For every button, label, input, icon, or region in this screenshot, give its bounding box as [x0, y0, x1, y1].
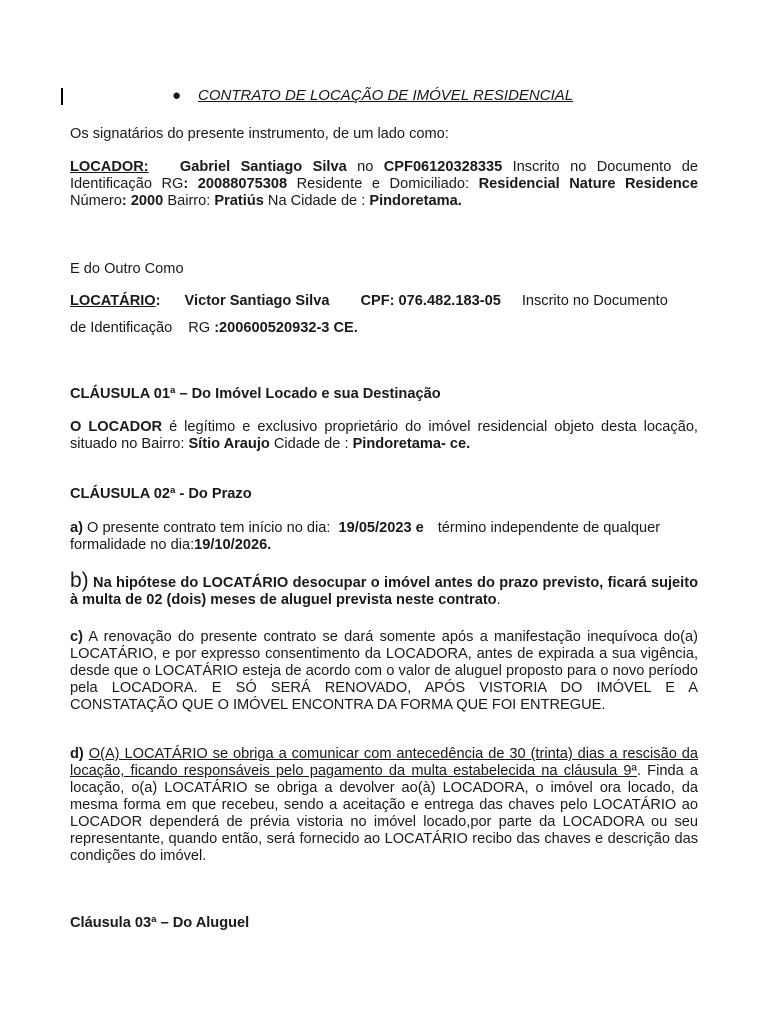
- locador-cidade: Pindoretama.: [369, 193, 462, 209]
- document-title: [172, 87, 573, 104]
- clausula-02-d: [70, 746, 698, 865]
- heading-text: Cláusula 03ª – Do Aluguel: [70, 915, 250, 931]
- item-label: b): [70, 569, 89, 592]
- clausula-02-a-text: término independente de qualquer formalidade no dia:: [70, 520, 661, 553]
- cidade: Pindoretama- ce.: [352, 436, 471, 452]
- locatario-colon: :: [155, 293, 161, 309]
- item-label: c): [70, 629, 83, 645]
- data-fim: 19/10/2026.: [194, 537, 272, 553]
- locador-name: Gabriel Santiago Silva: [179, 159, 347, 175]
- bullet-icon: ●: [172, 87, 182, 104]
- locatario-rg: :200600520932-3 CE.: [214, 320, 358, 336]
- locador-text: Residente e Domiciliado:: [287, 176, 479, 192]
- clausula-01-heading: [70, 386, 698, 403]
- locatario-name: Victor Santiago Silva: [184, 293, 330, 309]
- clausula-02-d-underlined: O(A) LOCATÁRIO se obriga a comunicar com antecedência de 30 (trinta) dias a rescisão da locação, ficando responsáveis pelo pagamento da multa estabelecida na cláusula 9ª: [70, 746, 698, 779]
- clausula-02-b-end: .: [496, 592, 501, 608]
- title-text: CONTRATO DE LOCAÇÃO DE IMÓVEL RESIDENCIAL: [198, 87, 574, 104]
- clausula-03-heading: [70, 915, 698, 932]
- clausula-01-text: Cidade de :: [269, 436, 353, 452]
- locador-text: no: [346, 159, 384, 175]
- o-locador: O LOCADOR: [70, 419, 163, 435]
- locatario-text: de Identificação: [70, 320, 173, 336]
- locador-text: Inscrito no Documento de Identificação RG: [70, 159, 698, 192]
- clausula-02-b-text: Na hipótese do LOCATÁRIO desocupar o imóvel antes do prazo previsto, ficará sujeito à multa de 02 (dois) meses de aluguel prevista neste contrato: [70, 575, 698, 608]
- locatario-cpf: CPF: 076.482.183-05: [360, 293, 501, 309]
- sitio: Sítio Araujo: [188, 436, 270, 452]
- locador-paragraph: [70, 159, 698, 210]
- locador-label: LOCADOR:: [70, 159, 149, 175]
- clausula-02-a: [70, 520, 698, 554]
- clausula-02-heading: [70, 486, 698, 503]
- locador-rg: : 20088075308: [183, 176, 288, 192]
- locador-text: Na Cidade de :: [263, 193, 370, 209]
- clausula-01-paragraph: [70, 419, 698, 453]
- clausula-02-b: [70, 569, 698, 609]
- locador-text: Bairro:: [163, 193, 215, 209]
- item-label: d): [70, 746, 84, 762]
- outro-paragraph: E do Outro Como: [70, 261, 184, 277]
- locatario-text: Inscrito no Documento: [521, 293, 668, 309]
- clausula-02-a-text: O presente contrato tem início no dia:: [82, 520, 335, 536]
- locatario-line-1: [70, 293, 698, 310]
- data-inicio: 19/05/2023 e: [338, 520, 424, 536]
- item-label: a): [70, 520, 83, 536]
- locatario-rg-label: RG: [188, 320, 215, 336]
- clausula-02-c-text: A renovação do presente contrato se dará somente após a manifestação inequívoca do(a) LOCATÁRIO, e por expresso consentimento da LOCADORA, antes de expirada a sua vigência, desde que o LOCATÁRIO esteja de acordo com o valor de aluguel proposto para o novo período pela LOCADORA. E SÓ SERÁ RENOVADO, APÓS VISTORIA DO IMÓVEL E A CONSTATAÇÃO QUE O IMÓVEL ENCONTRA DA FORMA QUE FOI ENTREGUE.: [70, 629, 698, 713]
- locador-numero: : 2000: [121, 193, 164, 209]
- clausula-02-c: [70, 629, 698, 714]
- text-cursor: [61, 88, 63, 105]
- locador-bairro: Pratiús: [214, 193, 264, 209]
- intro-paragraph: Os signatários do presente instrumento, de um lado como:: [70, 126, 449, 142]
- clausula-02-d-text: . Finda a locação, o(a) LOCATÁRIO se obriga a devolver ao(à) LOCADORA, o imóvel ora locado, da mesma forma em que recebeu, sendo a aceitação e entrega das chaves pelo LOCATÁRIO ao LOCADOR dependerá de prévia vistoria no imóvel locado,por parte da LOCADORA ou seu representante, quando então, será fornecido ao LOCATÁRIO recibo das chaves e descrição das condições do imóvel.: [70, 763, 698, 864]
- heading-text: CLÁUSULA 01ª – Do Imóvel Locado e sua Destinação: [70, 386, 441, 402]
- locador-text: Número: [70, 193, 122, 209]
- heading-text: CLÁUSULA 02ª - Do Prazo: [70, 486, 252, 502]
- locador-residencia: Residencial Nature Residence: [478, 176, 699, 192]
- clausula-01-text: é legítimo e exclusivo proprietário do imóvel residencial objeto desta locação, situado no Bairro:: [70, 419, 698, 452]
- locatario-label: LOCATÁRIO: [70, 293, 156, 309]
- locatario-line-2: [70, 320, 698, 337]
- locador-cpf: CPF06120328335: [383, 159, 503, 175]
